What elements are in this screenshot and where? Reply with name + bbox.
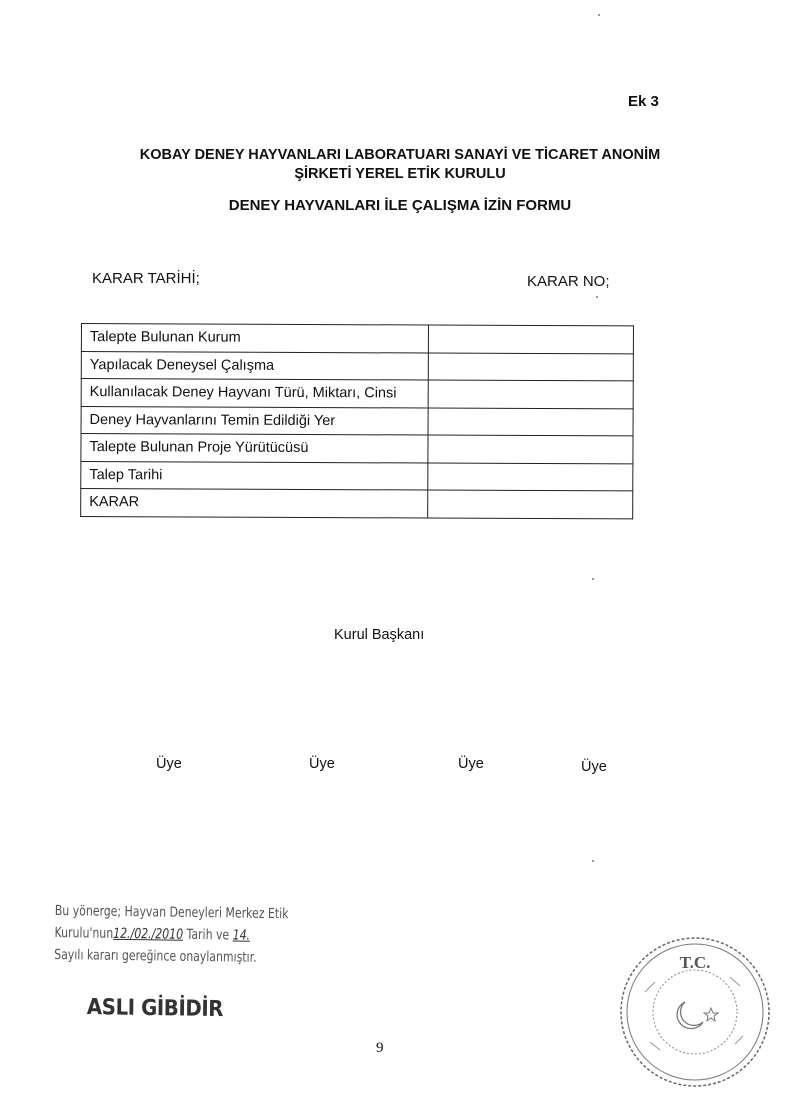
chairman-label: Kurul Başkanı <box>334 627 425 643</box>
approval-note-line3: Sayılı kararı gereğince onaylanmıştır. <box>54 946 257 966</box>
table-row <box>81 379 633 409</box>
row-label-animal-species: Kullanılacak Deney Hayvanı Türü, Miktarı, Cinsi <box>81 379 428 408</box>
decision-date-label: KARAR TARİHİ; <box>92 270 200 287</box>
member-label: Üye <box>156 756 182 772</box>
certified-copy-stamp: ASLI GİBİDİR <box>86 995 224 1023</box>
approval-date-handwritten: 12./02./2010 <box>113 925 184 943</box>
scan-speck <box>592 578 594 580</box>
permit-form-table <box>80 323 634 519</box>
seal-text: T.C. <box>679 953 711 972</box>
member-label: Üye <box>458 756 484 772</box>
approval-note-prefix: Kurulu'nun <box>54 924 114 942</box>
decision-no-label: KARAR NO; <box>527 273 610 290</box>
table-row <box>81 351 633 381</box>
member-label: Üye <box>581 759 607 775</box>
member-label: Üye <box>309 756 335 772</box>
approval-note <box>54 900 289 969</box>
approval-number-handwritten: 14. <box>232 927 251 944</box>
row-label-decision: KARAR <box>81 489 428 518</box>
row-value-request-date <box>428 463 633 491</box>
row-value-institution <box>428 325 633 353</box>
table-row <box>81 324 633 354</box>
form-title: DENEY HAYVANLARI İLE ÇALIŞMA İZİN FORMU <box>228 197 572 214</box>
institution-title-line2: ŞİRKETİ YEREL ETİK KURULU <box>294 166 506 182</box>
official-seal-icon <box>615 932 775 1092</box>
row-label-animal-source: Deney Hayvanlarını Temin Edildiği Yer <box>81 406 428 435</box>
row-label-request-date: Talep Tarihi <box>81 461 428 490</box>
scan-speck <box>592 860 594 862</box>
row-value-animal-source <box>428 408 633 436</box>
approval-note-middle: Tarih ve <box>186 926 230 944</box>
row-label-project-lead: Talepte Bulunan Proje Yürütücüsü <box>81 434 428 463</box>
row-value-study <box>428 353 633 381</box>
annex-label: Ek 3 <box>628 93 659 110</box>
row-label-institution: Talepte Bulunan Kurum <box>81 324 428 353</box>
approval-note-line1: Bu yönerge; Hayvan Deneyleri Merkez Etik <box>54 902 289 923</box>
institution-title <box>80 146 720 184</box>
row-value-decision <box>428 490 633 518</box>
scan-speck <box>598 14 600 16</box>
row-value-animal-species <box>428 380 633 408</box>
table-row <box>81 406 633 436</box>
institution-title-line1: KOBAY DENEY HAYVANLARI LABORATUARI SANAYİ VE TİCARET ANONİM <box>139 147 661 163</box>
row-value-project-lead <box>428 435 633 463</box>
table-row <box>81 461 633 491</box>
table-row <box>81 489 633 519</box>
table-row <box>81 434 633 464</box>
page-number: 9 <box>376 1040 384 1056</box>
row-label-study: Yapılacak Deneysel Çalışma <box>81 351 428 380</box>
scan-speck <box>596 296 598 298</box>
approval-note-line2 <box>54 922 251 947</box>
